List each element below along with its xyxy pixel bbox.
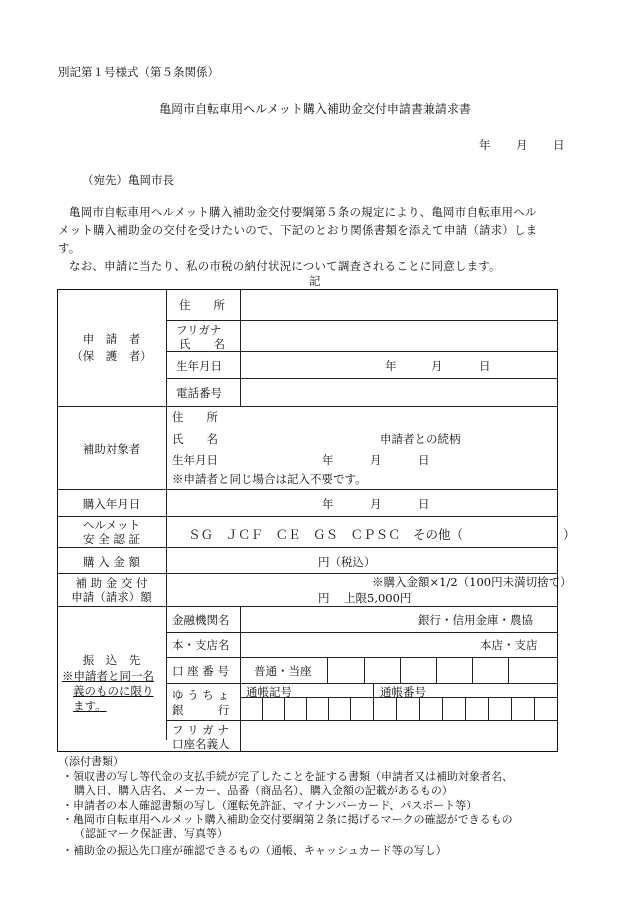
attachment-item-1-line-1: ・領収書の写し等代金の支払手続が完了したことを証する書類（申請者又は補助対象者名、 bbox=[62, 770, 513, 783]
certification-options[interactable]: ＳＧ ＪＣＦ ＣＥ ＧＳ ＣＰＳＣ その他（ ） bbox=[188, 527, 576, 542]
grant-formula: ※購入金額×1/2（100円未満切捨て） bbox=[372, 575, 572, 589]
applicant-name-field[interactable] bbox=[243, 322, 556, 350]
date-day-label: 日 bbox=[553, 138, 565, 152]
applicant-name-label: 氏 名 bbox=[179, 337, 225, 351]
subject-relation-label: 申請者との続柄 bbox=[380, 432, 461, 446]
purchase-date-year: 年 bbox=[322, 497, 334, 511]
grant-yen: 円 bbox=[318, 591, 330, 605]
transfer-note-2: 義のものに限り bbox=[73, 684, 154, 698]
paragraph-line-2: メット購入補助金の交付を受けたいので、下記のとおり関係書類を添えて申請（請求）しま bbox=[58, 223, 538, 237]
addressee: （宛先）亀岡市長 bbox=[82, 173, 174, 187]
bank-types[interactable]: 銀行・信用金庫・農協 bbox=[418, 613, 533, 627]
transfer-note-1: ※申請者と同一名 bbox=[62, 669, 154, 683]
date-year-label: 年 bbox=[479, 138, 491, 152]
applicant-birth-label: 生年月日 bbox=[176, 359, 222, 373]
account-types[interactable]: 普通・当座 bbox=[254, 664, 312, 678]
ki-label: 記 bbox=[309, 274, 321, 288]
yucho-label-1: ゆ う ち ょ bbox=[172, 688, 229, 702]
applicant-birth-day: 日 bbox=[479, 359, 491, 373]
applicant-phone-label: 電話番号 bbox=[176, 386, 222, 400]
attachment-item-3-line-1: ・亀岡市自転車用ヘルメット購入補助金交付要綱第２条に掲げるマークの確認ができるもの bbox=[62, 813, 513, 826]
subject-birth-day: 日 bbox=[418, 453, 430, 467]
applicant-phone-field[interactable] bbox=[243, 381, 556, 405]
branch-types[interactable]: 本店・支店 bbox=[480, 638, 538, 652]
subject-birth-month: 月 bbox=[370, 453, 382, 467]
branch-label: 本・支店名 bbox=[172, 638, 230, 652]
transfer-note-3: ます。 bbox=[73, 699, 107, 713]
bank-name-label: 金融機関名 bbox=[172, 613, 230, 627]
attachment-item-2: ・申請者の本人確認書類の写し（運転免許証、マイナンバーカード、パスポート等） bbox=[62, 799, 478, 812]
transfer-heading: 振 込 先 bbox=[82, 653, 141, 667]
passbook-number-label: 通帳番号 bbox=[380, 685, 426, 699]
purchase-date-month: 月 bbox=[370, 497, 382, 511]
attachment-item-1-line-2: 購入日、購入店名、メーカー、品番（商品名）、購入金額の記載があるもの） bbox=[74, 784, 453, 797]
guardian-heading: （保 護 者） bbox=[71, 349, 152, 363]
subject-birth-label: 生年月日 bbox=[172, 453, 218, 467]
grant-label-1: 補 助 金 交 付 bbox=[75, 576, 148, 590]
subject-birth-year: 年 bbox=[322, 453, 334, 467]
form-number: 別記第１号様式（第５条関係） bbox=[58, 65, 219, 79]
account-number-label: 口 座 番 号 bbox=[172, 664, 229, 678]
subject-name-label: 氏 名 bbox=[172, 432, 218, 446]
applicant-address-field[interactable] bbox=[243, 293, 556, 319]
paragraph-line-1: 亀岡市自転車用ヘルメット購入補助金交付要綱第５条の規定により、亀岡市自転車用ヘル bbox=[69, 205, 537, 219]
applicant-birth-month: 月 bbox=[431, 359, 443, 373]
purchase-date-day: 日 bbox=[418, 497, 430, 511]
subject-note: ※申請者と同じ場合は記入不要です。 bbox=[172, 472, 367, 486]
holder-name-label: 口座名義人 bbox=[172, 737, 230, 751]
paragraph-line-3: す。 bbox=[58, 241, 81, 255]
consent-paragraph: なお、申請に当たり、私の市税の納付状況について調査されることに同意します。 bbox=[69, 259, 501, 273]
applicant-birth-year: 年 bbox=[385, 359, 397, 373]
grant-limit: 上限5,000円 bbox=[344, 591, 412, 605]
attachment-item-4: ・補助金の振込先口座が確認できるもの（通帳、キャッシュカード等の写し） bbox=[62, 844, 447, 857]
page-title: 亀岡市自転車用ヘルメット購入補助金交付申請書兼請求書 bbox=[159, 102, 471, 116]
applicant-furigana-label: フリガナ bbox=[176, 323, 222, 337]
price-unit: 円（税込） bbox=[318, 555, 376, 569]
holder-furigana-label: フ リ ガ ナ bbox=[172, 723, 229, 737]
date-month-label: 月 bbox=[516, 138, 528, 152]
attachment-item-3-line-2: （認証マーク保証書、写真等） bbox=[74, 827, 228, 840]
certification-label-2: 安 全 認 証 bbox=[83, 532, 140, 546]
grant-label-2: 申請（請求）額 bbox=[71, 590, 152, 604]
applicant-heading: 申 請 者 bbox=[82, 332, 141, 346]
yucho-label-2: 銀 行 bbox=[172, 703, 230, 717]
applicant-address-label: 住 所 bbox=[179, 298, 225, 312]
price-label: 購 入 金 額 bbox=[83, 555, 140, 569]
attachments-heading: （添付書類） bbox=[58, 755, 124, 768]
subject-heading: 補助対象者 bbox=[82, 442, 141, 456]
passbook-symbol-label: 通帳記号 bbox=[246, 685, 292, 699]
purchase-date-label: 購入年月日 bbox=[82, 497, 141, 511]
subject-address-label: 住 所 bbox=[172, 410, 218, 424]
certification-label-1: ヘルメット bbox=[82, 518, 141, 532]
